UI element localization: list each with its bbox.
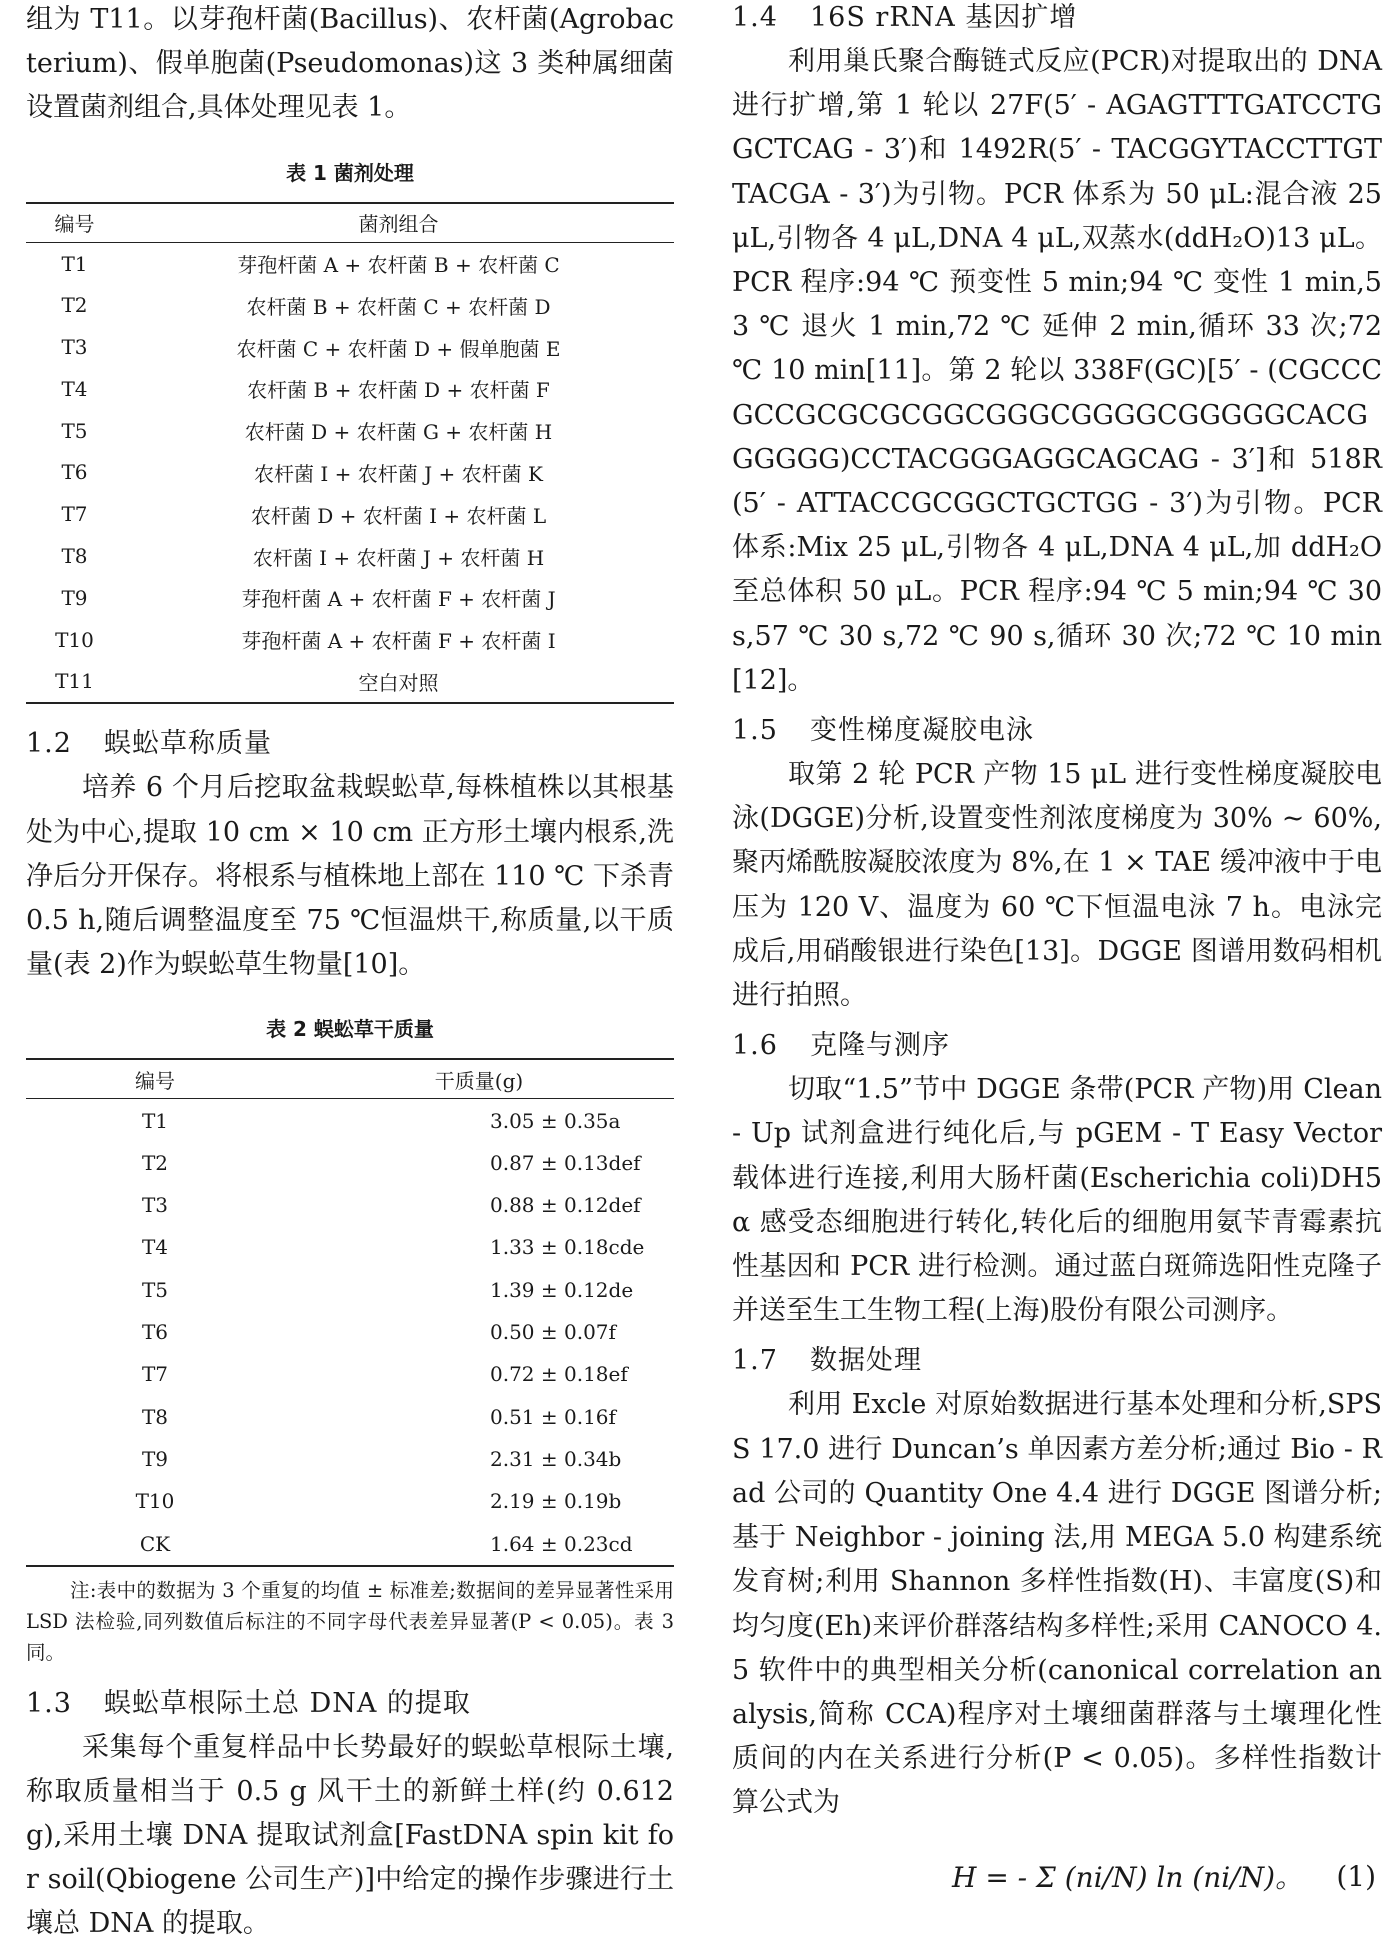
section-1-7-title: 数据处理 — [810, 1345, 922, 1377]
table-row — [26, 1480, 674, 1522]
table-cell-id: T9 — [61, 585, 88, 610]
table-cell-value: 农杆菌 I + 农杆菌 J + 农杆菌 K — [254, 461, 543, 486]
section-1-7-number: 1.7 — [732, 1345, 778, 1377]
section-1-4-heading — [732, 0, 1382, 40]
table-cell-id: T3 — [141, 1193, 169, 1218]
table-row — [26, 535, 674, 577]
table-row — [26, 1099, 674, 1142]
section-1-3-number: 1.3 — [26, 1687, 72, 1719]
equation-1 — [732, 1850, 1382, 1900]
section-1-2-title: 蜈蚣草称质量 — [104, 728, 272, 760]
table-row — [26, 1522, 674, 1565]
table-cell-value: 农杆菌 D + 农杆菌 G + 农杆菌 H — [244, 420, 553, 445]
section-1-6-title: 克隆与测序 — [810, 1030, 950, 1062]
table-row — [26, 1184, 674, 1226]
table-row — [26, 1226, 674, 1268]
table1-header-id: 编号 — [26, 203, 123, 243]
section-1-2-text: 培养 6 个月后挖取盆栽蜈蚣草,每株植株以其根基处为中心,提取 10 cm × 10 cm 正方形土壤内根系,洗净后分开保存。将根系与植株地上部在 110 ℃ 下杀青 0.5 h,随后调整温度至 75 ℃恒温烘干,称质量,以干质量(表 2)作为蜈蚣草生物量[10]。 — [26, 772, 674, 981]
section-1-6-number: 1.6 — [732, 1030, 778, 1062]
table2 — [26, 1058, 674, 1566]
table-cell-value: 空白对照 — [123, 661, 674, 704]
section-1-5-heading — [732, 709, 1382, 753]
intro-paragraph: 组为 T11。以芽孢杆菌(Bacillus)、农杆菌(Agrobacterium)、假单胞菌(Pseudomonas)这 3 类种属细菌设置菌剂组合,具体处理见表 1。 — [26, 4, 674, 124]
section-1-7-heading — [732, 1339, 1382, 1383]
equation-formula: H = - Σ (ni/N) ln (ni/N)。 — [952, 1860, 1304, 1894]
table-cell-value: 1.64 ± 0.23cd — [284, 1522, 674, 1565]
section-1-4-text: 利用巢氏聚合酶链式反应(PCR)对提取出的 DNA 进行扩增,第 1 轮以 27F(5′ - AGAGTTTGATCCTGGCTCAG - 3′)和 1492R(5′ - TACGGYTACCTTGTTACGA - 3′)为引物。PCR 体系为 50 μL:混合液 25 μL,引物各 4 μL,DNA 4 μL,双蒸水(ddH₂O)13 μL。PCR 程序:94 ℃ 预变性 5 min;94 ℃ 变性 1 min,53 ℃ 退火 1 min,72 ℃ 延伸 2 min,循环 33 次;72 ℃ 10 min[11]。第 2 轮以 338F(GC)[5′ - (CGCCCGCCGCGCGCGGCGGGCGGGGCGGGGGCACGGGGGG)CCTACGGGAGGCAGCAG - 3′]和 518R(5′ - ATTACCGCGGCTGCTGG - 3′)为引物。PCR 体系:Mix 25 μL,引物各 4 μL,DNA 4 μL,加 ddH₂O 至总体积 50 μL。PCR 程序:94 ℃ 5 min;94 ℃ 30 s,57 ℃ 30 s,72 ℃ 90 s,循环 30 次;72 ℃ 10 min[12]。 — [732, 46, 1382, 696]
section-1-6-text: 切取“1.5”节中 DGGE 条带(PCR 产物)用 Clean - Up 试剂盒进行纯化后,与 pGEM - T Easy Vector 载体进行连接,利用大肠杆菌(Escherichia coli)DH5α 感受态细胞进行转化,转化后的细胞用氨苄青霉素抗性基因和 PCR 进行检测。通过蓝白斑筛选阳性克隆子并送至生工生物工程(上海)股份有限公司测序。 — [732, 1074, 1382, 1327]
table-cell-id: T1 — [141, 1108, 169, 1133]
section-1-4-number: 1.4 — [732, 2, 778, 33]
table2-header-mass: 干质量(g) — [284, 1059, 674, 1099]
table-cell-value: 0.87 ± 0.13def — [490, 1150, 641, 1175]
section-1-5-text: 取第 2 轮 PCR 产物 15 μL 进行变性梯度凝胶电泳(DGGE)分析,设置变性剂浓度梯度为 30% ~ 60%,聚丙烯酰胺凝胶浓度为 8%,在 1 × TAE 缓冲液中于电压为 120 V、温度为 60 ℃下恒温电泳 7 h。电泳完成后,用硝酸银进行染色[13]。DGGE 图谱用数码相机进行拍照。 — [732, 759, 1382, 1012]
table-cell-id: T2 — [61, 293, 88, 318]
section-1-2-heading — [26, 722, 674, 766]
table2-caption: 表 2 蜈蚣草干质量 — [266, 1017, 434, 1042]
table-row — [26, 1269, 674, 1311]
table-row — [26, 1395, 674, 1437]
section-1-3-title: 蜈蚣草根际土总 DNA 的提取 — [104, 1687, 471, 1719]
table-cell-value: 0.50 ± 0.07f — [490, 1320, 616, 1345]
table-row — [26, 577, 674, 619]
table-cell-id: T9 — [141, 1446, 169, 1471]
table-cell-id: T10 — [135, 1489, 175, 1514]
table1 — [26, 202, 674, 705]
table-cell-id: T8 — [61, 544, 88, 569]
table-cell-id: T4 — [61, 376, 88, 401]
table-cell-value: 农杆菌 B + 农杆菌 C + 农杆菌 D — [246, 294, 551, 319]
table-cell-value: 农杆菌 D + 农杆菌 I + 农杆菌 L — [250, 503, 547, 528]
table-cell-id: T8 — [141, 1404, 169, 1429]
section-1-3-heading — [26, 1682, 674, 1726]
section-1-3-text: 采集每个重复样品中长势最好的蜈蚣草根际土壤,称取质量相当于 0.5 g 风干土的新鲜土样(约 0.612 g),采用土壤 DNA 提取试剂盒[FastDNA spin kit for soil(Qbiogene 公司生产)]中给定的操作步骤进行土壤总 DNA 的提取。 — [26, 1731, 674, 1940]
table-cell-value: 芽孢杆菌 A + 农杆菌 F + 农杆菌 J — [241, 587, 556, 612]
section-1-4-title: 16S rRNA 基因扩增 — [810, 2, 1078, 33]
table-row — [26, 1142, 674, 1184]
section-1-7-text: 利用 Excle 对原始数据进行基本处理和分析,SPSS 17.0 进行 Duncan’s 单因素方差分析;通过 Bio - Rad 公司的 Quantity One 4.4 进行 DGGE 图谱分析;基于 Neighbor - joining 法,用 MEGA 5.0 构建系统发育树;利用 Shannon 多样性指数(H)、丰富度(S)和均匀度(Eh)来评价群落结构多样性;采用 CANOCO 4.5 软件中的典型相关分析(canonical correlation analysis,简称 CCA)程序对土壤细菌群落与土壤理化性质间的内在关系进行分析(P < 0.05)。多样性指数计算公式为 — [732, 1389, 1382, 1819]
table-cell-value: 芽孢杆菌 A + 农杆菌 B + 农杆菌 C — [237, 253, 560, 277]
section-1-5-number: 1.5 — [732, 715, 778, 747]
table-cell-value: 0.72 ± 0.18ef — [490, 1362, 628, 1387]
section-1-6-heading — [732, 1024, 1382, 1068]
table-cell-value: 农杆菌 I + 农杆菌 J + 农杆菌 H — [252, 545, 545, 570]
table-row — [26, 284, 674, 326]
table-cell-value: 0.51 ± 0.16f — [490, 1404, 616, 1429]
table-cell-value: 0.88 ± 0.12def — [490, 1193, 641, 1218]
table-row — [26, 326, 674, 368]
table-cell-value: 2.31 ± 0.34b — [490, 1446, 622, 1471]
table-cell-value: 农杆菌 B + 农杆菌 D + 农杆菌 F — [247, 378, 550, 403]
table-cell-value: 芽孢杆菌 A + 农杆菌 F + 农杆菌 I — [241, 629, 556, 654]
table-row — [26, 493, 674, 535]
table-cell-id: T3 — [61, 335, 88, 360]
section-1-5-title: 变性梯度凝胶电泳 — [810, 715, 1034, 747]
table-cell-id: T6 — [141, 1320, 169, 1345]
left-column — [26, 0, 674, 1947]
table-cell-value: 2.19 ± 0.19b — [490, 1489, 622, 1514]
table-row — [26, 1311, 674, 1353]
table-cell-value: 1.33 ± 0.18cde — [490, 1235, 645, 1260]
table-cell-id: T7 — [141, 1362, 169, 1387]
table-row — [26, 1353, 674, 1395]
table-row — [26, 368, 674, 410]
section-1-2-number: 1.2 — [26, 728, 72, 760]
table-cell-id: T4 — [141, 1235, 169, 1260]
table-cell-value: 3.05 ± 0.35a — [490, 1108, 621, 1133]
table1-header-combo: 菌剂组合 — [123, 203, 674, 243]
table-cell-id: T11 — [26, 661, 123, 704]
table-cell-id: T10 — [55, 627, 94, 652]
table-row — [26, 619, 674, 661]
table-cell-id: CK — [26, 1522, 284, 1565]
table-cell-id: T7 — [61, 502, 88, 527]
table1-caption: 表 1 菌剂处理 — [286, 160, 414, 185]
table-cell-value: 1.39 ± 0.12de — [490, 1277, 634, 1302]
table-row — [26, 410, 674, 452]
table-cell-id: T1 — [61, 251, 88, 276]
table-cell-id: T2 — [141, 1150, 169, 1175]
table-cell-id: T5 — [141, 1277, 169, 1302]
table-row — [26, 452, 674, 494]
table-row — [26, 1438, 674, 1480]
right-column — [732, 0, 1382, 1900]
table2-note: 注:表中的数据为 3 个重复的均值 ± 标准差;数据间的差异显著性采用 LSD 法检验,同列数值后标注的不同字母代表差异显著(P < 0.05)。表 3 同。 — [26, 1578, 674, 1664]
table-cell-value: 农杆菌 C + 农杆菌 D + 假单胞菌 E — [236, 336, 561, 361]
table-cell-id: T5 — [61, 418, 88, 443]
table-row — [26, 661, 674, 704]
table2-header-id: 编号 — [26, 1059, 284, 1099]
table-cell-id: T6 — [61, 460, 88, 485]
equation-number: (1) — [1336, 1859, 1376, 1893]
table-row — [26, 242, 674, 284]
